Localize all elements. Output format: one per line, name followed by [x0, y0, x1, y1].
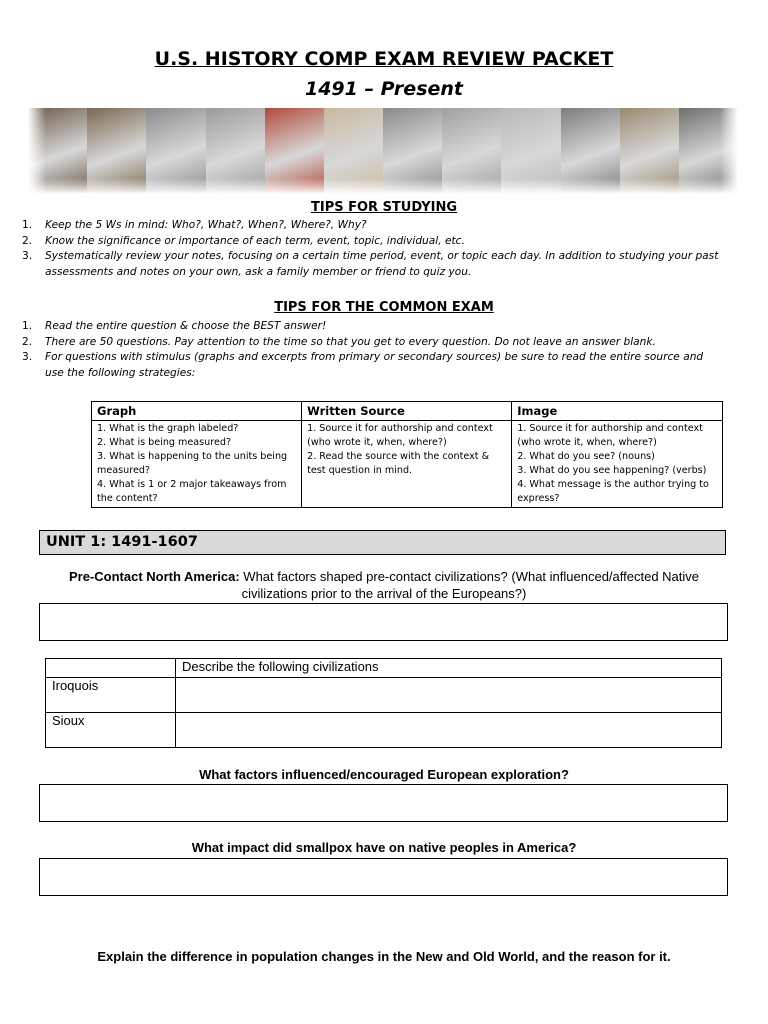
question-population: Explain the difference in population changes in the New and Old World, and the reason for it.	[97, 949, 671, 964]
banner-photo	[501, 108, 560, 194]
graph-strategies: 1. What is the graph labeled? 2. What is being measured? 3. What is happening to the units being measured? 4. What is 1 or 2 major takeaways from the content?	[92, 421, 302, 508]
list-item: 3. For questions with stimulus (graphs and excerpts from primary or secondary sources) be sure to read the entire source and use the following strategies:	[22, 351, 704, 379]
question-pre-contact: Pre-Contact North America: What factors shaped pre-contact civilizations? (What influenced/affected Native civilizations prior to the arrival of the Europeans?)	[68, 569, 700, 601]
graph-header: Graph	[92, 402, 302, 421]
tips-studying-list	[22, 218, 722, 280]
banner-photo	[442, 108, 501, 194]
civ-sioux-answer[interactable]	[176, 713, 722, 748]
image-strategies: 1. Source it for authorship and context (who wrote it, when, where?) 2. What do you see? (nouns) 3. What do you see happening? (verbs) 4. What message is the author trying to express?	[512, 421, 723, 508]
civ-iroquois-label: Iroquois	[46, 678, 176, 713]
unit-heading: UNIT 1: 1491-1607	[39, 530, 726, 555]
banner-photo	[146, 108, 205, 194]
civilizations-table	[45, 658, 722, 748]
banner-photo	[561, 108, 620, 194]
tips-exam-heading: TIPS FOR THE COMMON EXAM	[274, 300, 494, 315]
question-smallpox: What impact did smallpox have on native peoples in America?	[191, 840, 577, 855]
answer-box-pre-contact[interactable]	[39, 603, 728, 641]
image-header: Image	[512, 402, 723, 421]
list-item: 1. Read the entire question & choose the BEST answer!	[22, 320, 327, 332]
banner-photo	[206, 108, 265, 194]
list-item: 2. Know the significance or importance of each term, event, topic, individual, etc.	[22, 234, 465, 247]
page-title: U.S. HISTORY COMP EXAM REVIEW PACKET	[154, 48, 614, 70]
list-item: 1. Keep the 5 Ws in mind: Who?, What?, When?, Where?, Why?	[22, 219, 367, 231]
list-item: 3. Systematically review your notes, focusing on a certain time period, event, or topic each day. In addition to studying your past assessments and notes on your own, ask a family member or friend to quiz you.	[22, 250, 719, 278]
banner-photo	[324, 108, 383, 194]
civilizations-header: Describe the following civilizations	[176, 659, 722, 678]
civ-iroquois-answer[interactable]	[176, 678, 722, 713]
tips-exam-list	[22, 319, 722, 381]
banner-photo	[679, 108, 738, 194]
written-source-strategies: 1. Source it for authorship and context (who wrote it, when, where?) 2. Read the source with the context & test question in mind.	[302, 421, 512, 508]
list-item: 2. There are 50 questions. Pay attention to the time so that you get to every question. Do not leave an answer blank.	[22, 335, 656, 348]
banner-photo	[265, 108, 324, 194]
banner-photo	[87, 108, 146, 194]
question-exploration: What factors influenced/encouraged European exploration?	[199, 767, 569, 782]
history-photo-banner	[28, 108, 738, 194]
banner-photo	[28, 108, 87, 194]
source-strategies-table	[91, 401, 723, 508]
page-subtitle: 1491 – Present	[304, 78, 463, 100]
written-source-header: Written Source	[302, 402, 512, 421]
civ-sioux-label: Sioux	[46, 713, 176, 748]
answer-box-exploration[interactable]	[39, 784, 728, 822]
banner-photo	[383, 108, 442, 194]
banner-photo	[620, 108, 679, 194]
answer-box-smallpox[interactable]	[39, 858, 728, 896]
tips-studying-heading: TIPS FOR STUDYING	[310, 200, 458, 215]
